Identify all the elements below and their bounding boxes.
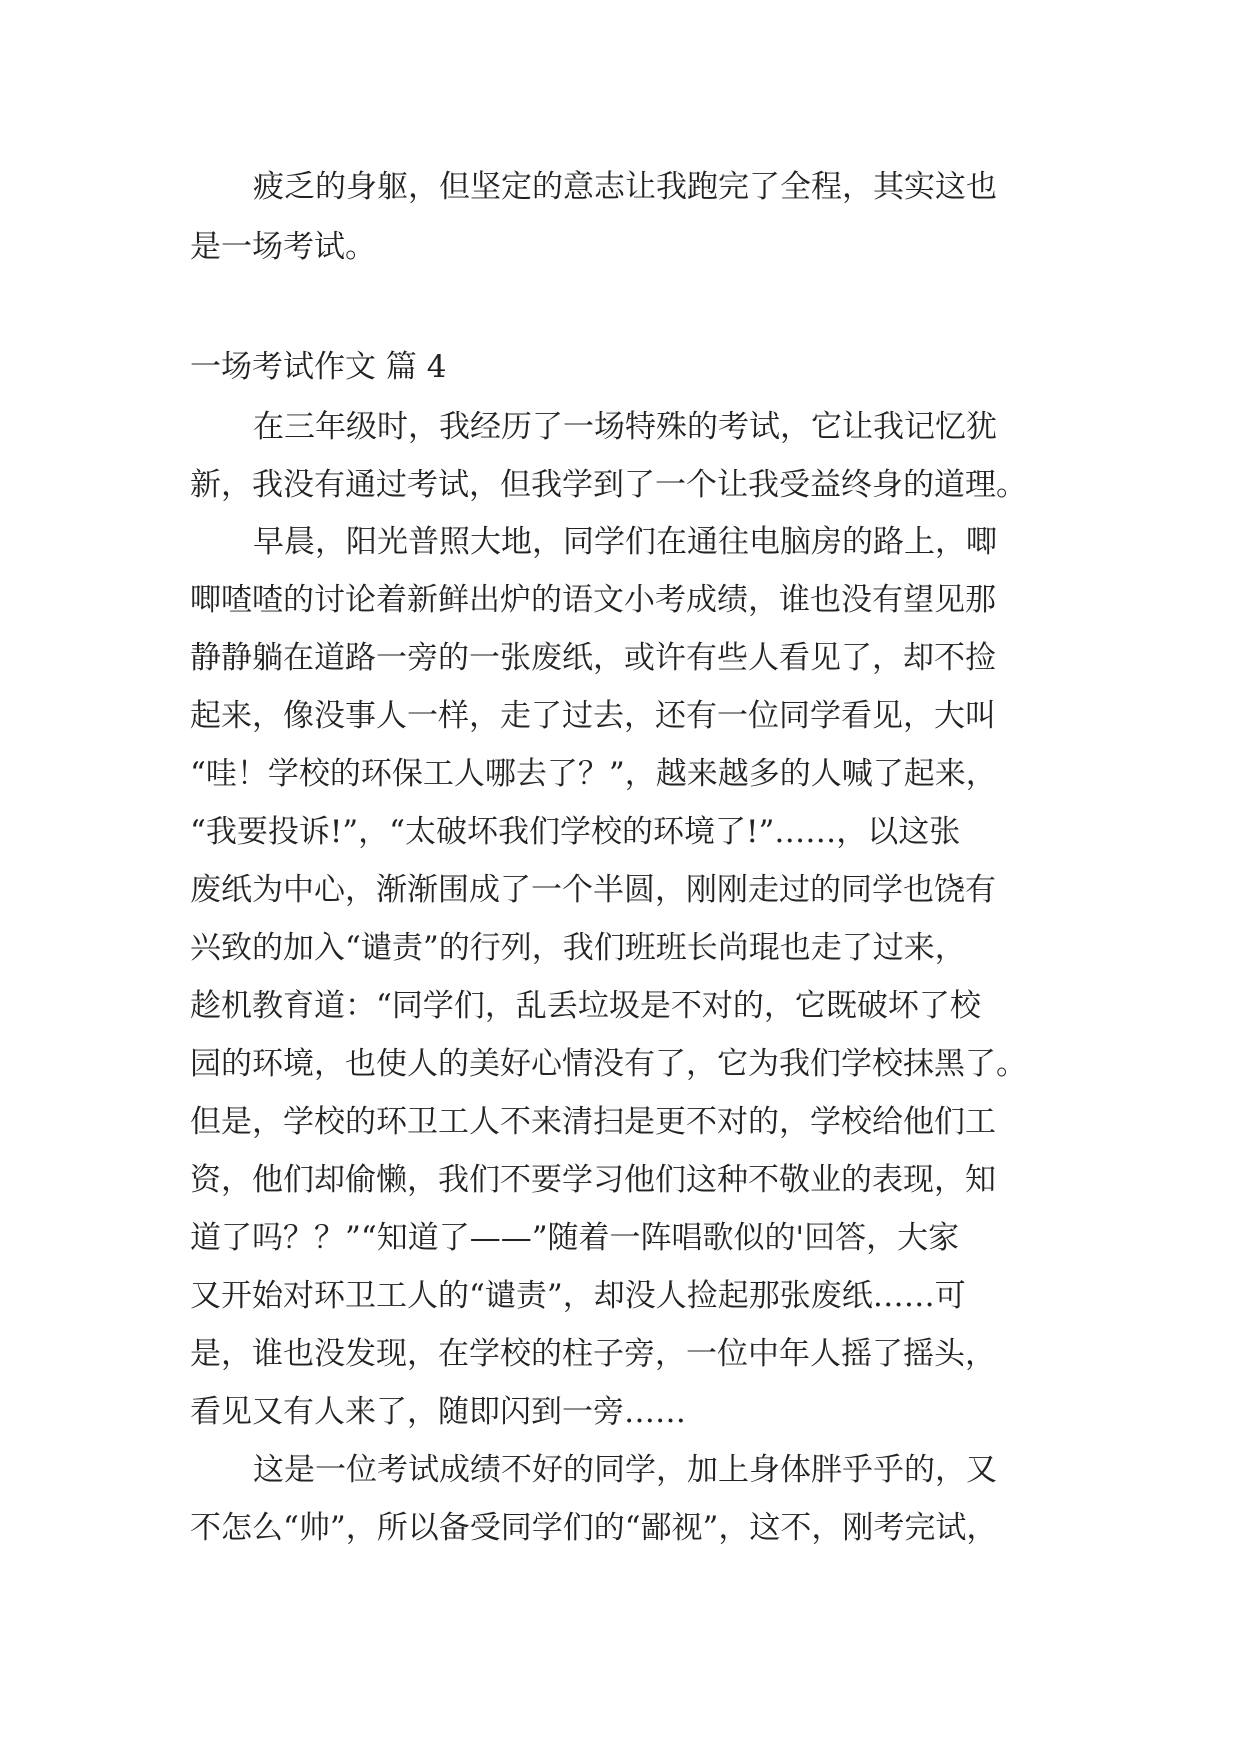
- text-line: 疲乏的身躯，但坚定的意志让我跑完了全程，其实这也: [253, 169, 997, 205]
- text-line: 在三年级时，我经历了一场特殊的考试，它让我记忆犹: [253, 409, 997, 445]
- text-line: 趁机教育道：“同学们，乱丢垃圾是不对的，它既破坏了校: [190, 988, 981, 1024]
- text-line: 起来，像没事人一样，走了过去，还有一位同学看见，大叫: [190, 698, 996, 734]
- text-line: 道了吗？？”“知道了——”随着一阵唱歌似的'回答，大家: [190, 1220, 960, 1256]
- text-line: 是，谁也没发现，在学校的柱子旁，一位中年人摇了摇头，: [190, 1336, 996, 1372]
- text-line: 是一场考试。: [190, 229, 376, 265]
- text-line: 不怎么“帅”，所以备受同学们的“鄙视”，这不，刚考完试，: [190, 1510, 998, 1546]
- section-title: 一场考试作文 篇 4: [190, 349, 447, 385]
- text-line: 废纸为中心，渐渐围成了一个半圆，刚刚走过的同学也饶有: [190, 872, 996, 908]
- text-line: 早晨，阳光普照大地，同学们在通往电脑房的路上，唧: [253, 524, 997, 560]
- text-line: 唧喳喳的讨论着新鲜出炉的语文小考成绩，谁也没有望见那: [190, 582, 996, 618]
- text-line: 看见又有人来了，随即闪到一旁……: [190, 1394, 686, 1430]
- text-line: 这是一位考试成绩不好的同学，加上身体胖乎乎的，又: [253, 1452, 997, 1488]
- text-line: “哇！学校的环保工人哪去了？”，越来越多的人喊了起来，: [190, 756, 997, 792]
- text-line: 资，他们却偷懒，我们不要学习他们这种不敬业的表现，知: [190, 1162, 996, 1198]
- text-line: “我要投诉!”，“太破坏我们学校的环境了!”……，以这张: [190, 814, 961, 850]
- text-line: 兴致的加入“谴责”的行列，我们班班长尚琨也走了过来，: [190, 930, 966, 966]
- text-line: 但是，学校的环卫工人不来清扫是更不对的，学校给他们工: [190, 1104, 996, 1140]
- text-line: 园的环境，也使人的美好心情没有了，它为我们学校抹黑了。: [190, 1046, 1027, 1082]
- text-line: 静静躺在道路一旁的一张废纸，或许有些人看见了，却不捡: [190, 640, 996, 676]
- text-line: 新，我没有通过考试，但我学到了一个让我受益终身的道理。: [190, 467, 1027, 503]
- text-line: 又开始对环卫工人的“谴责”，却没人捡起那张废纸……可: [190, 1278, 966, 1314]
